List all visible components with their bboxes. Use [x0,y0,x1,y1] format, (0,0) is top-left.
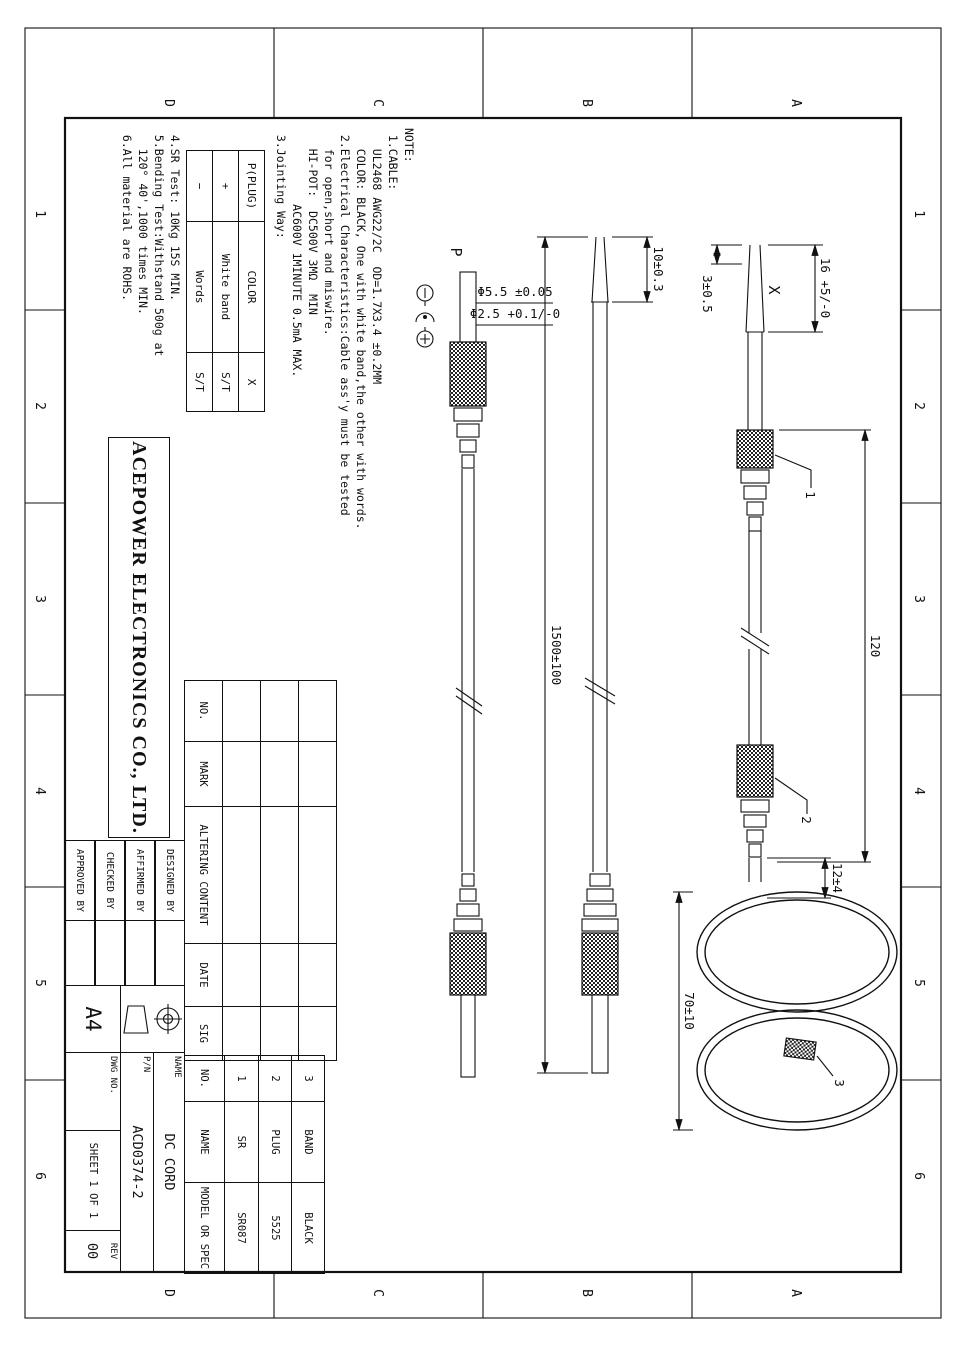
assembly-label-x: X [765,285,783,295]
view-assembly-x [673,245,897,1130]
jointing-header: COLOR [239,222,265,353]
zone-number: 2 [32,402,47,410]
jointing-table [186,150,265,412]
zone-number: 1 [32,210,47,218]
polarity-symbol [416,285,434,347]
part-spec: BLACK [292,1183,325,1274]
revision-empty-cell [299,807,337,944]
zone-number: 4 [911,787,926,795]
revision-empty-cell [223,1007,261,1061]
zone-letter: D [161,1289,176,1297]
dim-plug-od: Φ5.5 ±0.05 [477,284,553,299]
revision-empty-cell [223,742,261,807]
part-no: 1 [225,1056,259,1102]
note-line: for open,short and miswire. [322,128,336,336]
part-name: BAND [292,1102,325,1183]
jointing-header: X [239,353,265,412]
checked-by-value [95,920,125,986]
dim-plug-id: Φ2.5 +0.1/-0 [469,306,561,321]
sheet-cell [65,1130,121,1231]
revision-empty-cell [223,681,261,742]
strain-relief-knurl [737,430,773,468]
revision-empty-cell [299,681,337,742]
dim-coil-size: 70±10 [682,992,697,1030]
approved-by-value [65,920,95,986]
rev-value: 00 [84,1242,100,1260]
part-name: SR [225,1102,259,1183]
parts-header: MODEL OR SPEC [185,1183,225,1274]
rev-label: REV [108,1242,118,1260]
plug-view-label-p: P [447,247,465,257]
part-no: 2 [259,1056,292,1102]
view-plug-p [416,247,560,1077]
approved-by-label: APPROVED BY [74,849,86,912]
zone-number: 1 [911,210,926,218]
zone-letter: B [579,1289,594,1297]
parts-header: NO. [185,1056,225,1102]
note-line: COLOR: BLACK, One with white band,the other with words. [354,128,368,530]
plug-knurl-2 [450,342,486,406]
note-line: 5.Bending Test:Withstand 500g at [152,128,166,357]
rev-cell [65,1230,121,1272]
revision-empty-cell [261,681,299,742]
affirmed-by-label: AFFIRMED BY [134,849,146,912]
coiled-cable [697,892,897,1130]
note-line: 4.SR Test: 10Kg 15S MIN. [168,128,182,302]
dim-overall-length: 1500±100 [549,624,564,686]
revision-empty-cell [299,944,337,1007]
paper-size-cell [65,985,121,1053]
revision-header: ALTERING CONTENT [185,807,223,944]
revision-empty-cell [299,742,337,807]
parts-table [184,1055,325,1274]
balloon-3-leader [817,1056,833,1076]
revision-empty-cell [223,944,261,1007]
note-line: 2.Electrical Characteristics:Cable ass'y must be tested [338,128,352,516]
balloon-2: 2 [799,816,814,824]
name-value: DC CORD [161,1133,177,1191]
notes-title: NOTE: [402,128,416,163]
note-line: 120° 40',1000 times MIN. [136,128,150,315]
company-box [108,437,170,838]
part-name: PLUG [259,1102,292,1183]
zone-number: 6 [911,1172,926,1180]
jointing-cell: Words [187,222,213,353]
zone-number: 6 [32,1172,47,1180]
jointing-cell: S/T [187,353,213,412]
note-line: AC600V 1MINUTE 0.5mA MAX. [290,128,304,378]
zone-number: 3 [911,595,926,603]
name-label: NAME [172,1056,182,1078]
revision-table [184,680,337,1061]
company-name: ACEPOWER ELECTRONICS CO., LTD. [128,441,151,834]
revision-empty-cell [261,807,299,944]
zone-letter: D [161,99,176,107]
plug-barrel [592,995,608,1073]
name-row [153,1052,185,1272]
zone-number: 5 [32,979,47,987]
revision-empty-cell [223,807,261,944]
jointing-cell: White band [213,222,239,353]
affirmed-by-value [125,920,155,986]
jointing-header: P(PLUG) [239,151,265,222]
note-line: 6.All material are ROHS. [120,128,134,302]
part-spec: SR087 [225,1183,259,1274]
dim-band-width: 12±4 [830,862,845,894]
revision-header: NO. [185,681,223,742]
rear-knurl [450,933,486,995]
third-angle-projection-icon [121,986,184,1052]
note-line: HI-POT: DC500V 3MΩ MIN [306,128,320,315]
revision-empty-cell [261,944,299,1007]
notes-block [273,128,417,530]
dim-tail-length: 120 [868,634,883,658]
sheet-number: SHEET 1 OF 1 [87,1142,99,1219]
jointing-cell: S/T [213,353,239,412]
jointing-cell: − [187,151,213,222]
zone-letter: C [370,99,385,107]
designed-by-value [155,920,185,986]
revision-empty-cell [299,1007,337,1061]
zone-number: 2 [911,402,926,410]
revision-header: DATE [185,944,223,1007]
band-knurl [737,745,773,797]
tie-band [784,1038,816,1060]
dim-tin-length: 3±0.5 [700,275,715,313]
note-line: 1.CABLE: [386,128,400,191]
parts-header: NAME [185,1102,225,1183]
dwg-no-label: DWG NO. [108,1056,118,1094]
zone-number: 5 [911,979,926,987]
note-line: 3.Jointing Way: [274,128,288,239]
rear-stub [461,995,475,1077]
revision-empty-cell [261,1007,299,1061]
revision-empty-cell [261,742,299,807]
dim-strip-length-2: 10±0.3 [651,246,666,292]
dim-strip-length: 16 +5/-0 [818,257,833,319]
pn-label: P/N [141,1056,151,1073]
view-straight-cable [537,237,666,1073]
zone-number: 4 [32,787,47,795]
projection-symbol-cell [120,985,185,1053]
plug-knurl [582,933,618,995]
zone-number: 3 [32,595,47,603]
jointing-cell: + [213,151,239,222]
balloon-1: 1 [803,491,818,499]
notes-after-table [119,128,183,356]
paper-size: A4 [81,1006,105,1032]
zone-letter: C [370,1289,385,1297]
revision-header: SIG [185,1007,223,1061]
balloon-1-leader [775,455,811,488]
zone-letter: B [579,99,594,107]
note-line: UL2468 AWG22/2C OD=1.7X3.4 ±0.2MM [370,128,384,385]
balloon-3: 3 [832,1079,847,1087]
balloon-2-leader [775,778,807,814]
pn-value: ACD0374-2 [129,1125,145,1199]
designed-by-label: DESIGNED BY [164,849,176,912]
part-spec: 5525 [259,1183,292,1274]
revision-header: MARK [185,742,223,807]
checked-by-label: CHECKED BY [104,851,116,910]
zone-letter: A [788,99,803,107]
dwg-no-cell [65,1052,121,1131]
zone-letter: A [788,1289,803,1297]
part-no: 3 [292,1056,325,1102]
pn-row [120,1052,154,1272]
